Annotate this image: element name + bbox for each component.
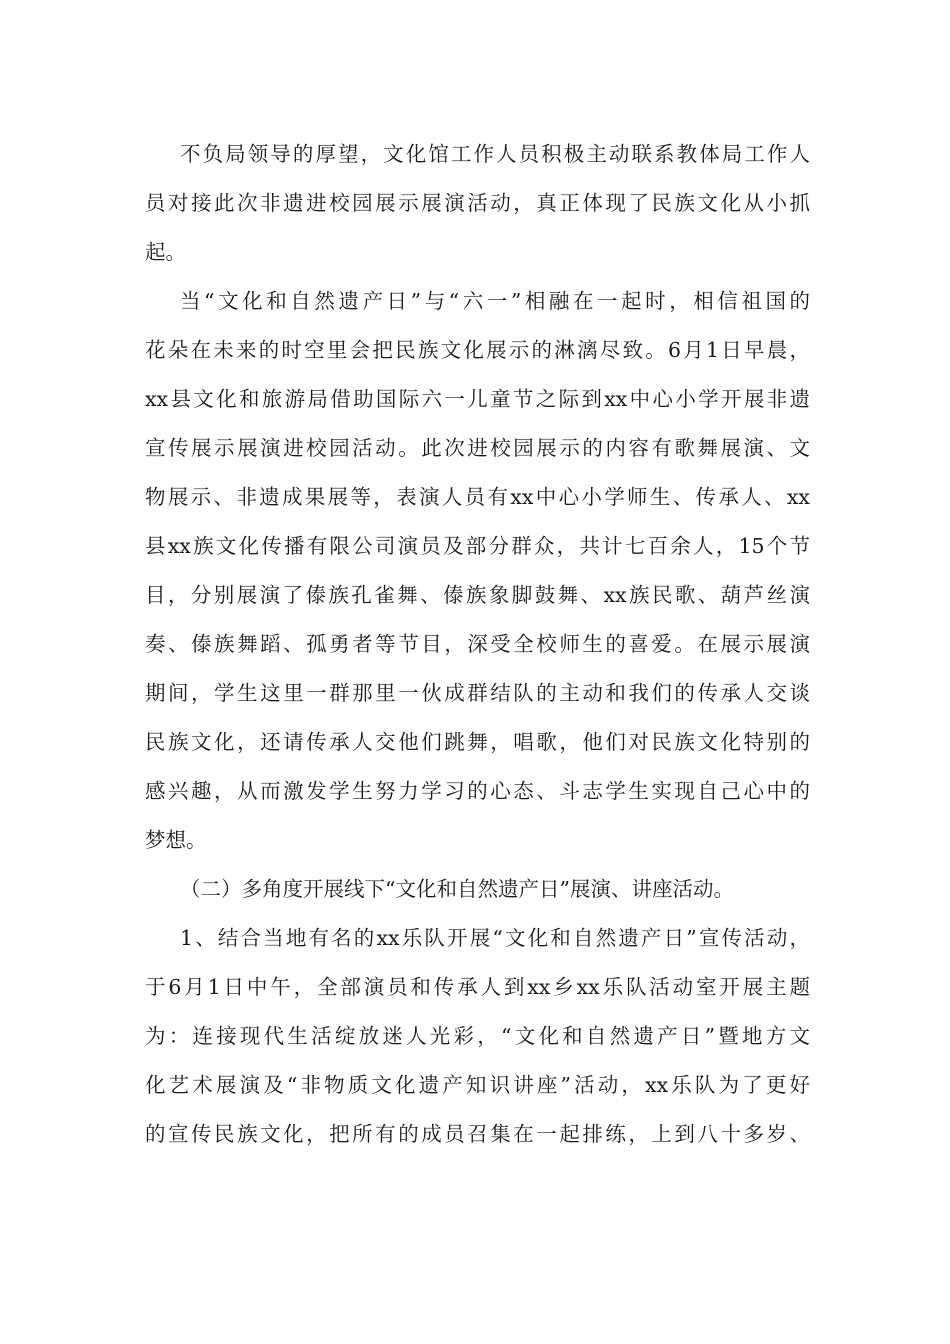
text-line: 的宣传民族文化，把所有的成员召集在一起排练，上到八十多岁、 xyxy=(145,1122,810,1146)
paragraph-1 xyxy=(145,132,810,279)
text-line: 起。 xyxy=(145,240,186,264)
text-line: 县xx族文化传播有限公司演员及部分群众，共计七百余人，15个节 xyxy=(145,534,810,558)
text-line: 目，分别展演了傣族孔雀舞、傣族象脚鼓舞、xx族民歌、葫芦丝演 xyxy=(145,583,810,607)
text-line: 当“文化和自然遗产日”与“六一”相融在一起时，相信祖国的 xyxy=(180,289,810,313)
text-line: 奏、傣族舞蹈、孤勇者等节目，深受全校师生的喜爱。在展示展演 xyxy=(145,632,810,656)
text-line: 1、结合当地有名的xx乐队开展“文化和自然遗产日”宣传活动， xyxy=(180,926,810,950)
text-line: 民族文化，还请传承人交他们跳舞，唱歌，他们对民族文化特别的 xyxy=(145,730,810,754)
text-line: 员对接此次非遗进校园展示展演活动，真正体现了民族文化从小抓 xyxy=(145,191,810,215)
text-line: 化艺术展演及“非物质文化遗产知识讲座”活动，xx乐队为了更好 xyxy=(145,1073,810,1097)
text-line: xx县文化和旅游局借助国际六一儿童节之际到xx中心小学开展非遗 xyxy=(145,387,810,411)
text-line: 期间，学生这里一群那里一伙成群结队的主动和我们的传承人交谈 xyxy=(145,681,810,705)
text-line: 为：连接现代生活绽放迷人光彩，“文化和自然遗产日”暨地方文 xyxy=(145,1024,810,1048)
text-line: 于6月1日中午，全部演员和传承人到xx乡xx乐队活动室开展主题 xyxy=(145,975,810,999)
text-line: 宣传展示展演进校园活动。此次进校园展示的内容有歌舞展演、文 xyxy=(145,436,810,460)
paragraph-2 xyxy=(145,279,810,867)
section-heading-text: （二）多角度开展线下“文化和自然遗产日”展演、讲座活动。 xyxy=(180,877,734,901)
text-line: 感兴趣，从而激发学生努力学习的心态、斗志学生实现自己心中的 xyxy=(145,779,810,803)
document-body xyxy=(145,132,810,1161)
text-line: 梦想。 xyxy=(145,828,207,852)
text-line: 物展示、非遗成果展等，表演人员有xx中心小学师生、传承人、xx xyxy=(145,485,810,509)
text-line: 花朵在未来的时空里会把民族文化展示的淋漓尽致。6月1日早晨， xyxy=(145,338,810,362)
text-line: 不负局领导的厚望，文化馆工作人员积极主动联系教体局工作人 xyxy=(180,142,810,166)
paragraph-4 xyxy=(145,916,810,1161)
section-heading xyxy=(145,867,810,916)
